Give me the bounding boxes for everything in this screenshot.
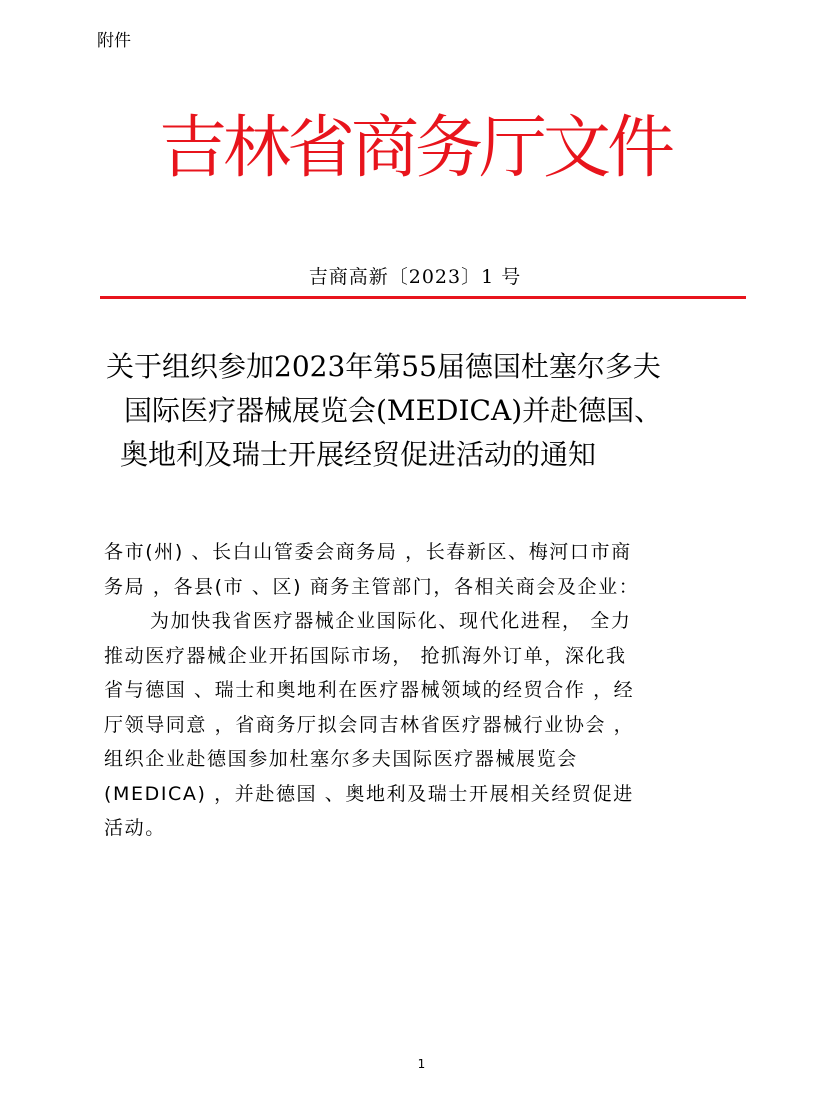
notice-body <box>104 535 714 846</box>
body-line-1: 为加快我省医疗器械企业国际化、现代化进程， 全力 <box>150 610 632 632</box>
notice-subject <box>100 345 740 477</box>
addressee-line-1: 各市(州) 、长白山管委会商务局 ，长春新区、梅河口市商 <box>104 541 632 563</box>
issuing-authority-header: 吉林省商务厅文件 <box>158 109 671 188</box>
body-line-5: 组织企业赴德国参加杜塞尔多夫国际医疗器械展览会 <box>104 748 578 770</box>
document-number: 吉商高新〔2023〕1 号 <box>308 266 522 288</box>
subject-line-2: 国际医疗器械展览会(MEDICA)并赴德国、 <box>124 394 663 427</box>
red-divider-line <box>100 296 746 299</box>
attachment-label: 附件 <box>97 31 131 51</box>
body-line-3: 省与德国 、瑞士和奥地利在医疗器械领域的经贸合作 ，经 <box>104 679 635 701</box>
subject-line-3: 奥地利及瑞士开展经贸促进活动的通知 <box>120 438 597 471</box>
body-line-2: 推动医疗器械企业开拓国际市场， 抢抓海外订单，深化我 <box>104 644 627 667</box>
subject-line-1: 关于组织参加2023年第55届德国杜塞尔多夫 <box>106 350 661 383</box>
body-line-4: 厅领导同意 ，省商务厅拟会同吉林省医疗器械行业协会 ， <box>104 713 635 736</box>
body-line-6: (MEDICA) ，并赴德国 、奥地利及瑞士开展相关经贸促进 <box>104 782 634 805</box>
addressee-line-2: 务局 ，各县(市 、区) 商务主管部门，各相关商会及企业： <box>104 575 640 598</box>
page-number: 1 <box>417 1057 426 1071</box>
body-line-7: 活动。 <box>104 817 166 839</box>
